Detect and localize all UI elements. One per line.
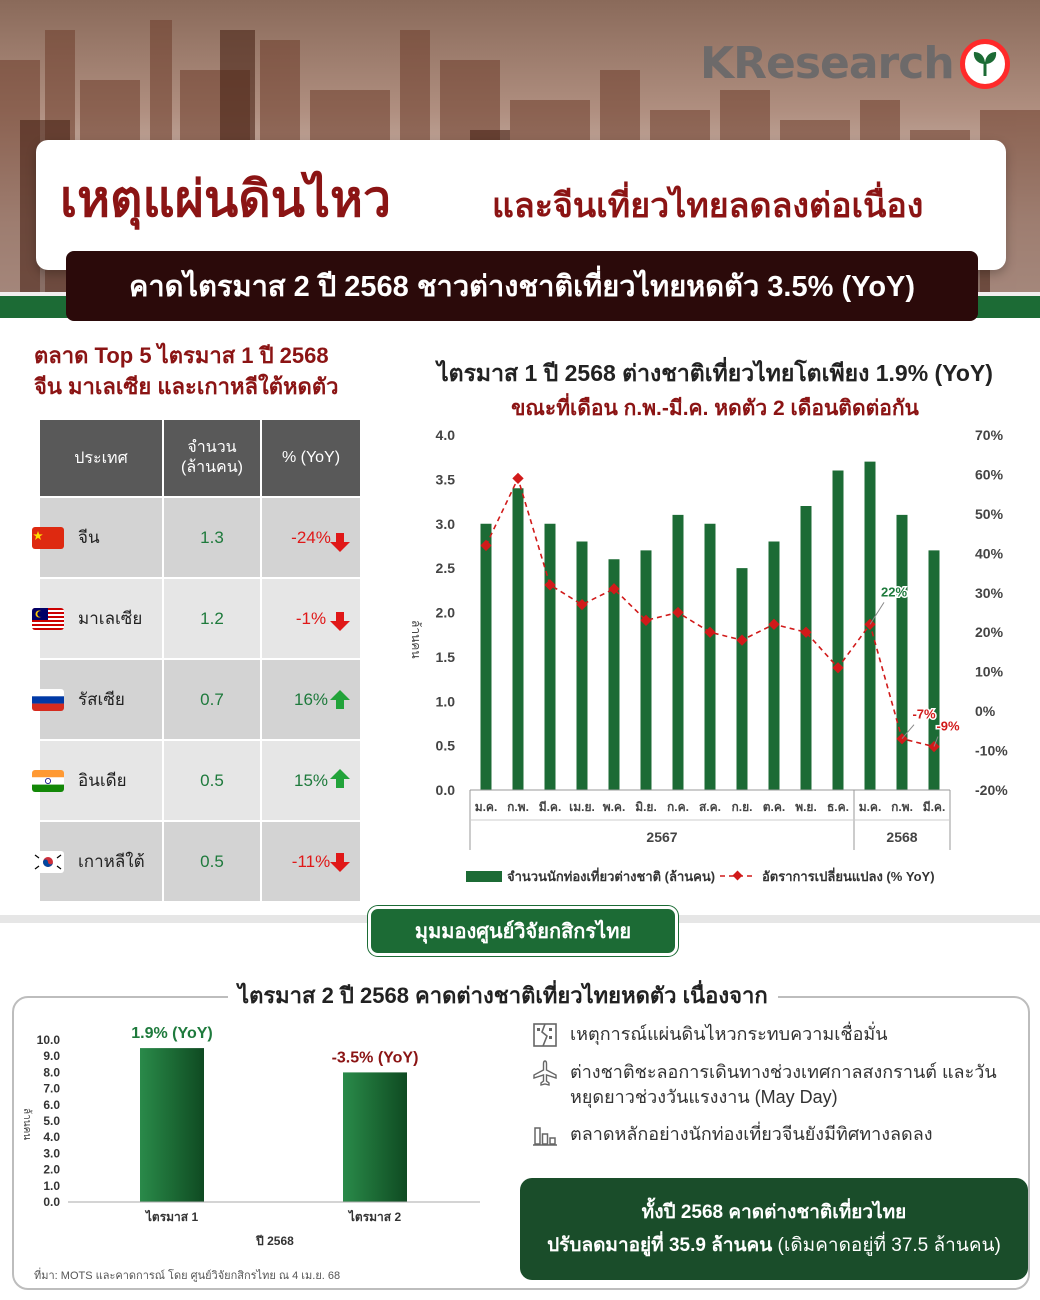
trend-up-arrow-icon (329, 689, 351, 711)
y-tick-label: 7.0 (43, 1081, 60, 1096)
country-cell (40, 660, 164, 739)
bar (833, 471, 844, 791)
amount-cell: 0.7 (164, 660, 262, 739)
data-label: 22% (880, 584, 908, 600)
x-tick-label: ธ.ค. (826, 800, 850, 814)
list-item (532, 1022, 1002, 1048)
bar-chart-icon (532, 1122, 558, 1148)
bar (343, 1072, 407, 1202)
country-cell (40, 498, 164, 577)
building-crack-icon (532, 1022, 558, 1048)
yoy-point (512, 473, 523, 484)
x-tick-label: ม.ค. (858, 800, 882, 814)
y-tick-label: 9.0 (43, 1049, 60, 1064)
y-tick-label: 3.0 (43, 1146, 60, 1161)
table-row (40, 741, 360, 820)
x-tick-label: ก.ค. (667, 800, 689, 814)
x-tick-label: ต.ค. (762, 800, 786, 814)
reasons-list (532, 1022, 1002, 1160)
x-tick-label: ไตรมาส 2 (348, 1210, 402, 1224)
y-tick-label: 3.5 (435, 471, 455, 488)
outlook-title: ไตรมาส 2 ปี 2568 คาดต่างชาติเที่ยวไทยหดตัว เนื่องจาก (228, 978, 778, 1013)
quarterly-forecast-chart (20, 1016, 490, 1256)
list-item (532, 1122, 1002, 1148)
header-amount: จำนวน (ล้านคน) (164, 420, 262, 496)
reason-text: ตลาดหลักอย่างนักท่องเที่ยวจีนยังมีทิศทางลดลง (570, 1124, 933, 1144)
airplane-icon (532, 1060, 558, 1086)
yoy-cell: -1% (295, 608, 327, 628)
x-tick-label: ก.พ. (891, 800, 913, 814)
top-markets-table (40, 420, 360, 901)
y2-tick-label: 30% (975, 584, 1004, 601)
trend-down-arrow-icon (329, 610, 351, 632)
y2-tick-label: 20% (975, 624, 1004, 641)
y2-tick-label: 50% (975, 505, 1004, 522)
amount-cell: 0.5 (164, 822, 262, 901)
y-tick-label: 10.0 (36, 1033, 60, 1047)
malaysia-flag-icon (32, 608, 64, 630)
y-tick-label: 0.5 (435, 737, 455, 754)
y-tick-label: 1.5 (435, 648, 455, 665)
reason-text: ต่างชาติชะลอการเดินทางช่วงเทศกาลสงกรานต์ และวันหยุดยาวช่วงวันแรงงาน (May Day) (570, 1062, 997, 1107)
y2-tick-label: 40% (975, 545, 1004, 562)
summary-line1: ทั้งปี 2568 คาดต่างชาติเที่ยวไทย (641, 1202, 907, 1223)
y-tick-label: 2.5 (435, 560, 455, 577)
yoy-cell: -11% (291, 851, 331, 871)
reason-text: เหตุการณ์แผ่นดินไหวกระทบความเชื่อมั่น (570, 1024, 888, 1044)
bar (140, 1048, 204, 1202)
kbank-leaf-icon (960, 39, 1010, 89)
x-tick-label: ก.พ. (507, 800, 529, 814)
y-tick-label: 0.0 (43, 1195, 60, 1209)
bar (801, 506, 812, 790)
bar (481, 524, 492, 790)
annual-forecast-box (520, 1178, 1028, 1280)
section-label-pill: มุมมองศูนย์วิจัยกสิกรไทย (368, 906, 678, 956)
country-name: เกาหลีใต้ (78, 852, 145, 871)
x-tick-label: พ.ย. (795, 800, 817, 814)
x-tick-label: มี.ค. (538, 800, 562, 814)
y-tick-label: 1.0 (435, 693, 455, 710)
table-row (40, 579, 360, 658)
yoy-cell: 16% (293, 689, 329, 709)
y-tick-label: 2.0 (435, 604, 455, 621)
country-name: อินเดีย (78, 771, 127, 790)
headline-bar: คาดไตรมาส 2 ปี 2568 ชาวต่างชาติเที่ยวไทยหดตัว 3.5% (YoY) (66, 251, 978, 321)
india-flag-icon (32, 770, 64, 792)
x-group-label: 2568 (886, 829, 918, 845)
x-tick-label: ส.ค. (698, 800, 722, 814)
x-tick-label: มี.ค. (922, 800, 946, 814)
y2-tick-label: 70% (975, 427, 1004, 443)
country-name: รัสเซีย (78, 690, 125, 709)
bar (897, 515, 908, 790)
bar (705, 524, 716, 790)
summary-highlight: ปรับลดมาอยู่ที่ 35.9 ล้านคน (547, 1235, 773, 1256)
x-group-label: 2567 (646, 829, 678, 845)
bar (737, 568, 748, 790)
summary-note: (เดิมคาดอยู่ที่ 37.5 ล้านคน) (772, 1235, 1001, 1256)
china-flag-icon (32, 527, 64, 549)
country-name: จีน (78, 528, 100, 547)
page-title-secondary: และจีนเที่ยวไทยลดลงต่อเนื่อง (492, 187, 924, 225)
x-tick-label: เม.ย. (569, 800, 595, 814)
x-axis-label: ปี 2568 (256, 1234, 294, 1248)
amount-cell: 0.5 (164, 741, 262, 820)
legend-line-marker (733, 871, 743, 881)
y2-tick-label: -20% (975, 782, 1008, 798)
y-tick-label: 1.0 (43, 1178, 60, 1193)
source-note: ที่มา: MOTS และคาดการณ์ โดย ศูนย์วิจัยกสิกรไทย ณ 4 เม.ย. 68 (34, 1270, 341, 1282)
bar (577, 542, 588, 791)
header-country: ประเทศ (40, 420, 164, 496)
y-axis-label: ล้านคน (21, 1108, 32, 1141)
bar (513, 488, 524, 790)
bar (641, 550, 652, 790)
yoy-cell: 15% (293, 770, 329, 790)
y2-tick-label: 10% (975, 663, 1004, 680)
market-table-title-line1: ตลาด Top 5 ไตรมาส 1 ปี 2568 (34, 343, 329, 368)
data-label: -3.5% (YoY) (331, 1049, 419, 1067)
data-label: -9% (936, 718, 960, 734)
y-tick-label: 6.0 (43, 1097, 60, 1112)
korea-flag-icon (32, 851, 64, 873)
kresearch-logo (700, 38, 1010, 89)
data-label: 1.9% (YoY) (131, 1025, 213, 1043)
legend-label: อัตราการเปลี่ยนแปลง (% YoY) (762, 869, 935, 884)
legend-label: จำนวนนักท่องเที่ยวต่างชาติ (ล้านคน) (507, 869, 716, 884)
y-tick-label: 5.0 (43, 1114, 60, 1128)
y2-tick-label: 0% (975, 703, 996, 720)
table-row (40, 822, 360, 901)
y-axis-label: ล้านคน (409, 620, 423, 659)
x-tick-label: พ.ค. (602, 800, 626, 814)
yoy-cell: -24% (291, 527, 331, 547)
bar (673, 515, 684, 790)
country-cell (40, 741, 164, 820)
trend-down-arrow-icon (329, 531, 351, 553)
trend-up-arrow-icon (329, 768, 351, 790)
y-tick-label: 4.0 (43, 1130, 60, 1145)
y2-tick-label: 60% (975, 466, 1004, 483)
x-tick-label: มิ.ย. (635, 800, 657, 814)
country-name: มาเลเซีย (78, 609, 143, 628)
monthly-arrivals-chart (400, 420, 1030, 900)
bar (545, 524, 556, 790)
amount-cell: 1.2 (164, 579, 262, 658)
y-tick-label: 8.0 (43, 1065, 60, 1080)
trend-down-arrow-icon (329, 851, 351, 873)
bar (769, 542, 780, 791)
y-tick-label: 0.0 (435, 782, 455, 798)
bar (929, 550, 940, 790)
chart-title: ไตรมาส 1 ปี 2568 ต่างชาติเที่ยวไทยโตเพียง 1.9% (YoY) (437, 360, 993, 386)
table-row (40, 660, 360, 739)
amount-cell: 1.3 (164, 498, 262, 577)
chart-subtitle: ขณะที่เดือน ก.พ.-มี.ค. หดตัว 2 เดือนติดต่อกัน (511, 397, 919, 420)
page-title: เหตุแผ่นดินไหว (60, 171, 392, 227)
country-cell (40, 579, 164, 658)
x-tick-label: ก.ย. (731, 800, 753, 814)
table-header-row (40, 420, 360, 496)
legend-bar-swatch (466, 871, 502, 882)
list-item (532, 1060, 1002, 1110)
market-table-title (34, 340, 338, 402)
x-tick-label: ม.ค. (474, 800, 498, 814)
y-tick-label: 4.0 (435, 427, 455, 443)
y2-tick-label: -10% (975, 742, 1008, 759)
x-tick-label: ไตรมาส 1 (145, 1210, 199, 1224)
logo-wordmark: KResearch (700, 38, 954, 89)
y-tick-label: 3.0 (435, 515, 455, 532)
data-label: -7% (912, 706, 936, 722)
table-row (40, 498, 360, 577)
y-tick-label: 2.0 (43, 1162, 60, 1177)
russia-flag-icon (32, 689, 64, 711)
country-cell (40, 822, 164, 901)
market-table-title-line2: จีน มาเลเซีย และเกาหลีใต้หดตัว (34, 374, 339, 399)
header-yoy: % (YoY) (281, 449, 341, 466)
summary-line2 (520, 1229, 1028, 1262)
